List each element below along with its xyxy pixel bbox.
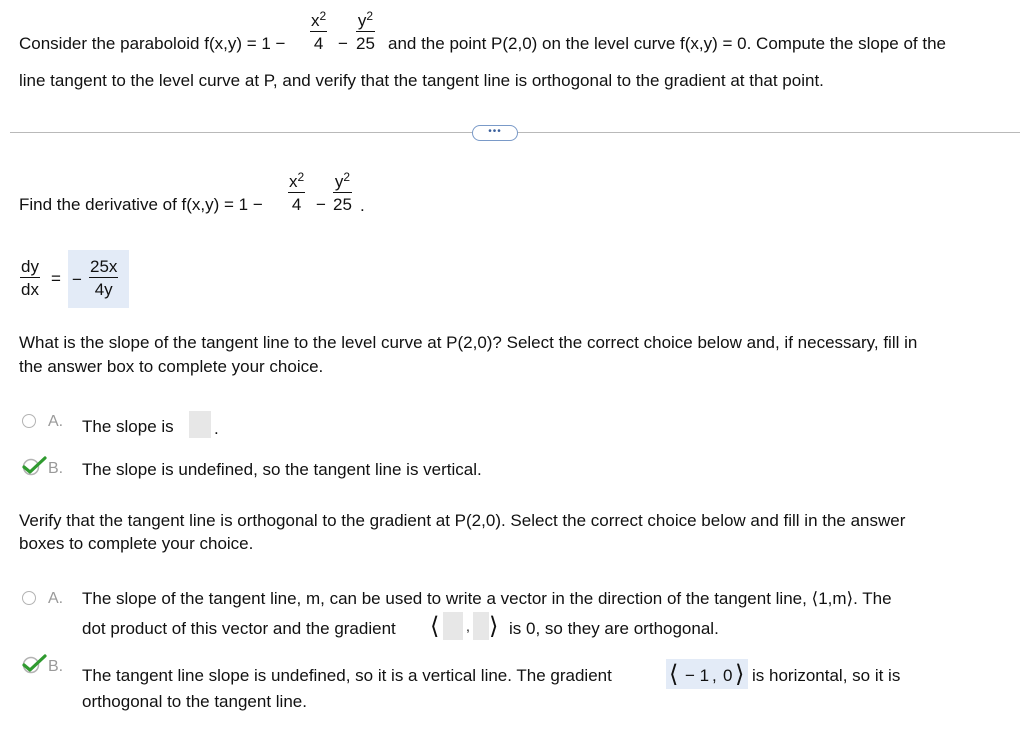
orthogonal-choice-b-line-2[interactable]: orthogonal to the tangent line. [82, 692, 307, 711]
slope-choice-a-text[interactable]: The slope is [82, 417, 174, 436]
choice-b-letter: B. [48, 460, 64, 477]
minus-sign: − [316, 195, 326, 214]
gradient-y-value: 0 [723, 666, 733, 685]
fraction-y2-over-25: $\frac{y^2}{25}$ [333, 170, 352, 214]
equals-sign: = [51, 269, 61, 288]
choice-a-letter: A. [48, 590, 64, 607]
derivative-answer-fraction: $\frac{25x}{4y}$ [90, 257, 118, 299]
orthogonal-choice-a-line-2[interactable]: dot product of this vector and the gradient [82, 619, 396, 638]
comma: , [712, 666, 717, 685]
problem-intro-rest: and the point P(2,0) on the level curve f(x,y) = 0. Compute the slope of the [388, 34, 947, 53]
left-angle-bracket: ⟨ [430, 612, 440, 640]
derivative-prompt: Find the derivative of f(x,y) = 1 − [19, 195, 263, 214]
orthogonal-choice-b-line-1[interactable]: The tangent line slope is undefined, so it is a vertical line. The gradient [82, 666, 612, 685]
orthogonal-question-line-2: boxes to complete your choice. [19, 534, 254, 553]
right-angle-bracket: ⟩ [735, 660, 745, 688]
slope-choice-a-radio[interactable] [22, 414, 36, 428]
dy-dx-fraction: $\frac{dy}{dx}$ [21, 257, 39, 299]
choice-a-letter: A. [48, 413, 64, 430]
gradient-y-input[interactable] [473, 612, 489, 640]
selected-check-icon[interactable] [20, 455, 48, 477]
right-angle-bracket: ⟩ [489, 612, 499, 640]
negative-sign: − [72, 270, 82, 289]
orthogonal-choice-b-line-1-rest[interactable]: is horizontal, so it is [752, 666, 901, 685]
orthogonal-choice-a-line-2-rest[interactable]: is 0, so they are orthogonal. [509, 619, 719, 638]
slope-question-line-2: the answer box to complete your choice. [19, 357, 324, 376]
show-more-button[interactable]: ••• [472, 125, 518, 141]
problem-line-2: line tangent to the level curve at P, and verify that the tangent line is orthogonal to the gradient at that point. [19, 71, 824, 90]
period: . [360, 196, 365, 215]
gradient-x-value: − 1 [685, 666, 710, 685]
fraction-x2-over-4: $\frac{x^2}{4}$ [311, 9, 327, 53]
selected-check-icon[interactable] [20, 653, 48, 675]
fraction-x2-over-4: $\frac{x^2}{4}$ [289, 170, 305, 214]
problem-intro: Consider the paraboloid f(x,y) = 1 − [19, 34, 286, 53]
left-angle-bracket: ⟨ [669, 660, 679, 688]
gradient-x-input[interactable] [443, 612, 463, 640]
orthogonal-choice-a-radio[interactable] [22, 591, 36, 605]
slope-input-box[interactable] [189, 411, 211, 438]
choice-b-letter: B. [48, 658, 64, 675]
slope-choice-b-text[interactable]: The slope is undefined, so the tangent line is vertical. [82, 460, 482, 479]
slope-question-line-1: What is the slope of the tangent line to the level curve at P(2,0)? Select the correct choice below and, if necessary, fill in [19, 333, 918, 352]
period: . [214, 419, 219, 438]
minus-sign: − [338, 34, 348, 53]
comma: , [466, 618, 470, 634]
orthogonal-choice-a-line-1[interactable]: The slope of the tangent line, m, can be used to write a vector in the direction of the tangent line, ⟨1,m⟩. The [82, 589, 892, 608]
orthogonal-question-line-1: Verify that the tangent line is orthogonal to the gradient at P(2,0). Select the correct choice below and fill in the answer [19, 511, 906, 530]
fraction-y2-over-25: $\frac{y^2}{25}$ [356, 9, 375, 53]
